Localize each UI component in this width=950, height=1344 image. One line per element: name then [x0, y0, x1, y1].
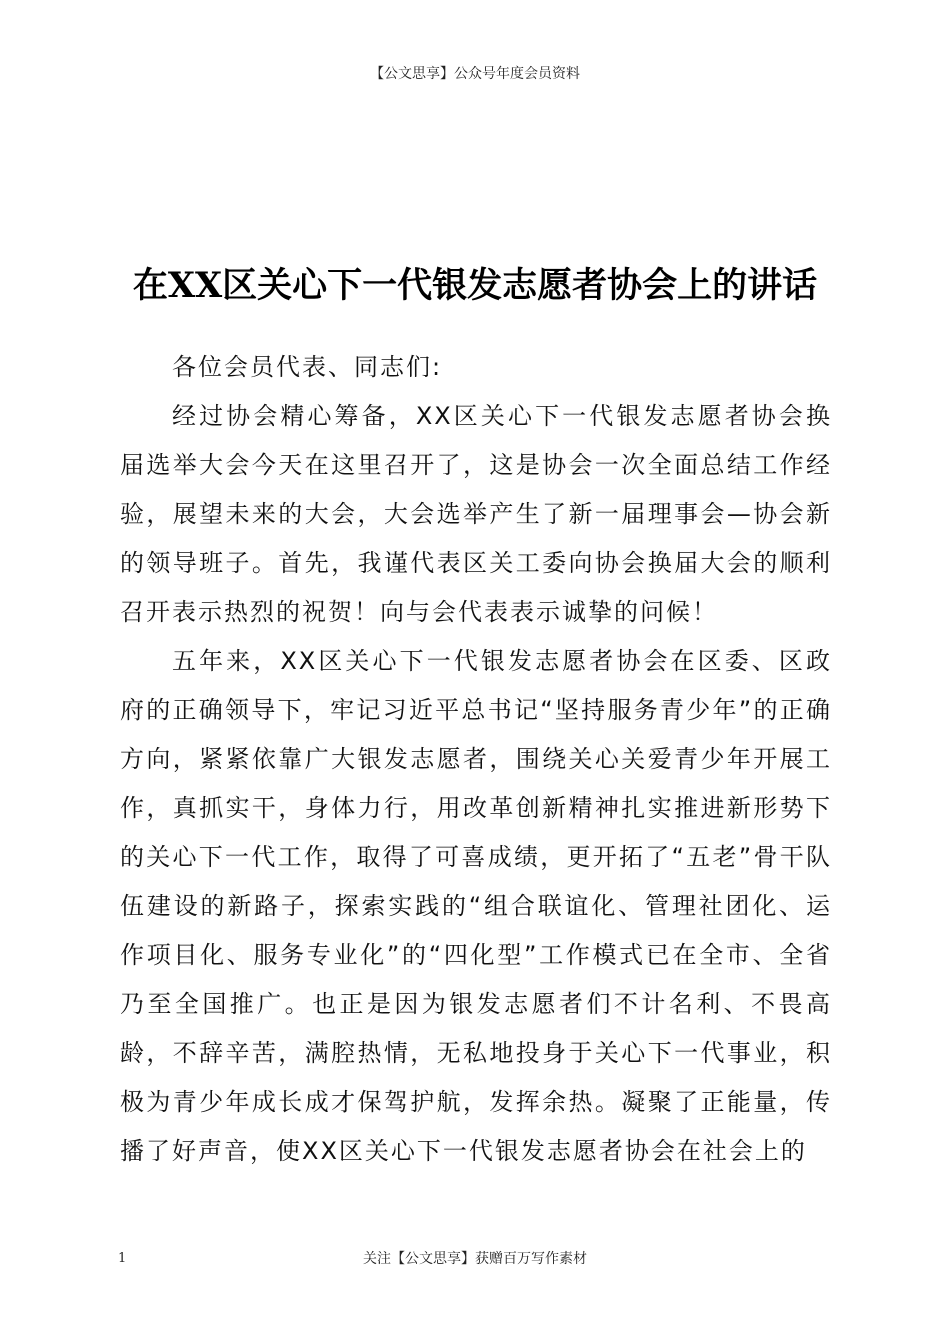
document-body — [120, 343, 832, 1176]
page-footer: 关注【公文思享】获赠百万写作素材 — [363, 1251, 587, 1267]
paragraph-2: 五年来，XX区关心下一代银发志愿者协会在区委、区政府的正确领导下，牢记习近平总书记“坚持服务青少年”的正确方向，紧紧依靠广大银发志愿者，围绕关心关爱青少年开展工作，真抓实干，身体力行，用改革创新精神扎实推进新形势下的关心下一代工作，取得了可喜成绩，更开拓了“五老”骨干队伍建设的新路子，探索实践的“组合联谊化、管理社团化、运作项目化、服务专业化”的“四化型”工作模式已在全市、全省乃至全国推广。也正是因为银发志愿者们不计名利、不畏高龄，不辞辛苦，满腔热情，无私地投身于关心下一代事业，积极为青少年成长成才保驾护航，发挥余热。凝聚了正能量，传播了好声音，使XX区关心下一代银发志愿者协会在社会上的 — [120, 647, 832, 1165]
paragraph-1: 经过协会精心筹备，XX区关心下一代银发志愿者协会换届选举大会今天在这里召开了，这是协会一次全面总结工作经验，展望未来的大会，大会选举产生了新一届理事会—协会新的领导班子。首先，我谨代表区关工委向协会换届大会的顺利召开表示热烈的祝贺！向与会代表表示诚挚的问候！ — [120, 402, 832, 626]
page-header: 【公文思享】公众号年度会员资料 — [370, 66, 580, 82]
document-title: 在XX区关心下一代银发志愿者协会上的讲话 — [132, 265, 818, 306]
salutation: 各位会员代表、同志们: — [172, 353, 443, 381]
page-number: 1 — [118, 1251, 127, 1266]
